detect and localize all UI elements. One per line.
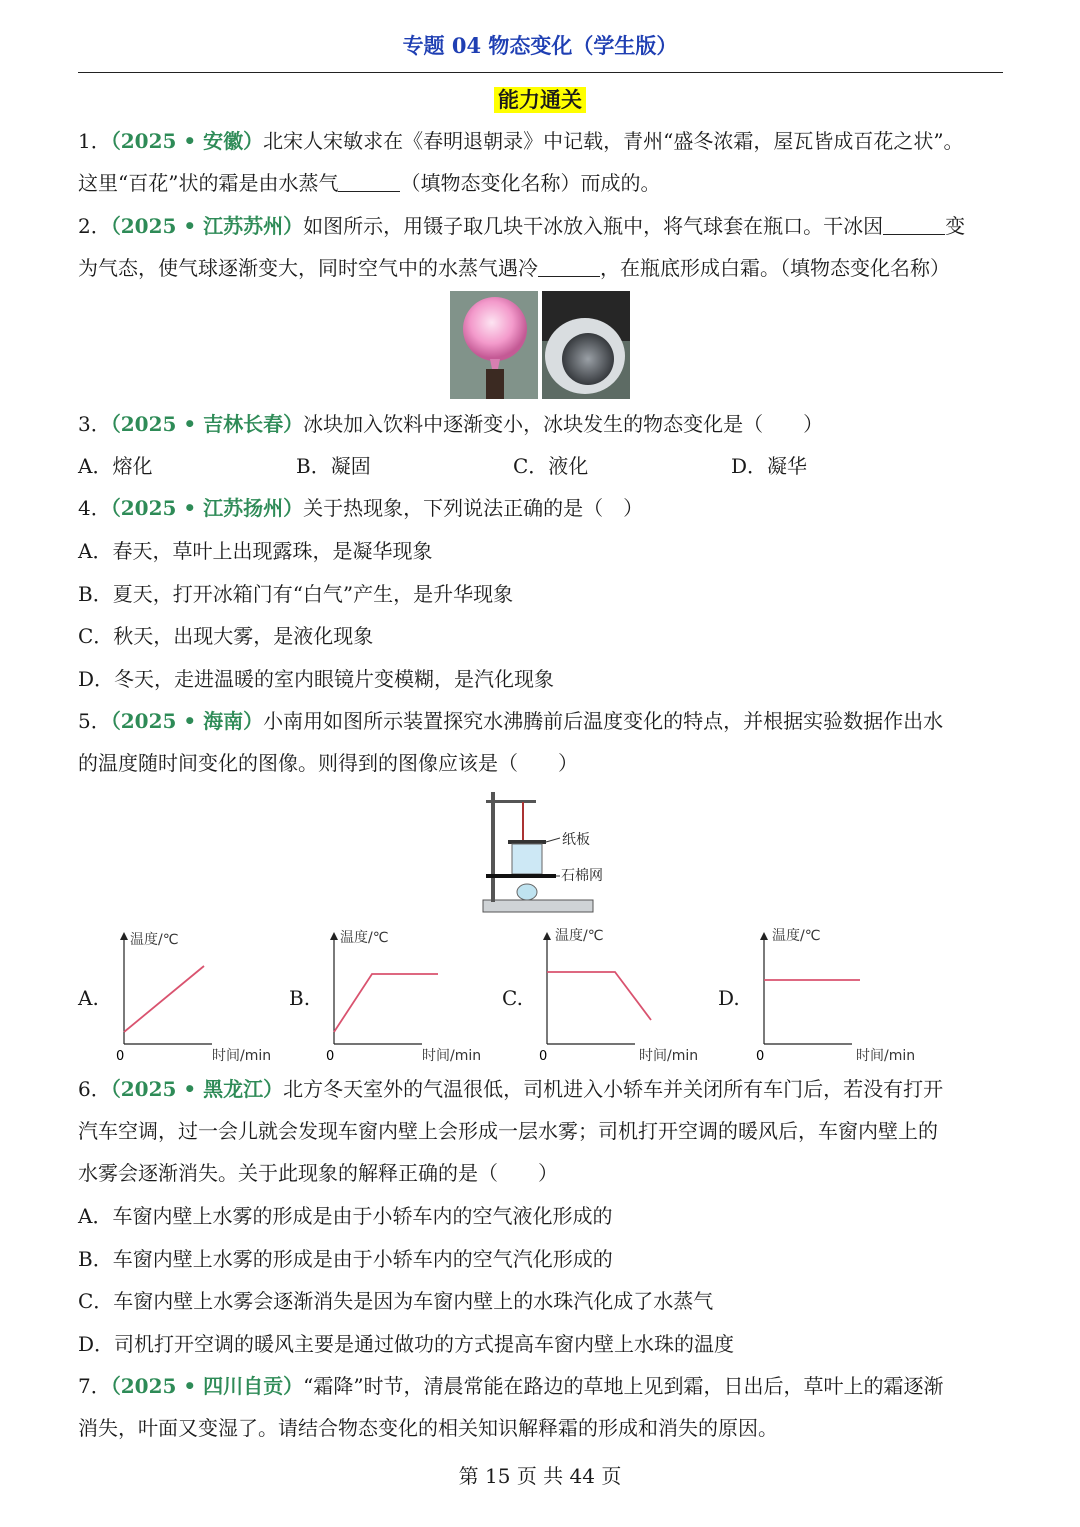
q6-line3: 水雾会逐渐消失。关于此现象的解释正确的是（ ） <box>78 1161 558 1185</box>
q4-option-d[interactable]: D．冬天，走进温暖的室内眼镜片变模糊，是汽化现象 <box>78 667 555 691</box>
q4-stem <box>78 494 1008 522</box>
header-rule <box>78 72 1003 73</box>
q6-line2: 汽车空调，过一会儿就会发现车窗内壁上会形成一层水雾；司机打开空调的暖风后，车窗内壁上的 <box>78 1119 938 1143</box>
q2-text1b: 变 <box>945 214 966 238</box>
q1-blank[interactable] <box>338 171 400 192</box>
q3-stem <box>78 410 1008 438</box>
label-paper: 纸板 <box>562 832 590 848</box>
label-gauze: 石棉网 <box>561 868 603 884</box>
q6-option-a[interactable]: A．车窗内壁上水雾的形成是由于小轿车内的空气液化形成的 <box>78 1204 613 1228</box>
svg-text:0: 0 <box>116 1049 125 1064</box>
q5-line2: 的温度随时间变化的图像。则得到的图像应该是（ ） <box>78 751 578 775</box>
q2-number: 2． <box>78 214 111 238</box>
page-header: 专题 04 物态变化（学生版） <box>402 33 678 58</box>
svg-text:温度/℃: 温度/℃ <box>340 930 389 946</box>
q6-tag: （2025 • 黑龙江） <box>110 1077 284 1101</box>
graph-b[interactable] <box>322 928 492 1068</box>
q1-text2b: （填物态变化名称）而成的。 <box>400 171 661 195</box>
svg-text:时间/min: 时间/min <box>639 1048 699 1064</box>
q7-number: 7． <box>78 1374 111 1398</box>
q4-tag: （2025 • 江苏扬州） <box>110 496 304 520</box>
svg-text:时间/min: 时间/min <box>212 1048 272 1064</box>
q4-number: 4． <box>78 496 111 520</box>
graph-d[interactable] <box>752 928 922 1068</box>
graph-d-letter[interactable]: D. <box>718 986 740 1010</box>
svg-text:0: 0 <box>756 1049 765 1064</box>
graph-a[interactable] <box>112 928 282 1068</box>
svg-text:时间/min: 时间/min <box>422 1048 482 1064</box>
q7-text: “霜降”时节，清晨常能在路边的草地上见到霜，日出后，草叶上的霜逐渐 <box>303 1374 944 1398</box>
q3-text: 冰块加入饮料中逐渐变小，冰块发生的物态变化是（ ） <box>303 412 824 436</box>
page-footer: 第 15 页 共 44 页 <box>458 1464 622 1488</box>
q3-option-c[interactable]: C．液化 <box>513 454 589 478</box>
q2-tag: （2025 • 江苏苏州） <box>110 214 304 238</box>
svg-text:0: 0 <box>539 1049 548 1064</box>
q2-text2b: ，在瓶底形成白霜。（填物态变化名称） <box>600 256 950 280</box>
section-title <box>0 84 1080 114</box>
q5-number: 5． <box>78 709 111 733</box>
q1-line2 <box>78 169 1008 197</box>
q6-option-b[interactable]: B．车窗内壁上水雾的形成是由于小轿车内的空气汽化形成的 <box>78 1247 613 1271</box>
graph-c[interactable] <box>535 928 705 1068</box>
q7-line1 <box>78 1372 1008 1400</box>
q7-line2: 消失，叶面又变湿了。请结合物态变化的相关知识解释霜的形成和消失的原因。 <box>78 1416 778 1440</box>
q2-blank1[interactable] <box>883 214 945 235</box>
q6-text: 北方冬天室外的气温很低，司机进入小轿车并关闭所有车门后，若没有打开 <box>283 1077 944 1101</box>
graph-c-curve <box>547 972 651 1020</box>
svg-text:温度/℃: 温度/℃ <box>772 928 821 944</box>
q1-text2a: 这里“百花”状的霜是由水蒸气 <box>78 171 339 195</box>
section-title-text: 能力通关 <box>494 87 586 113</box>
q6-line1 <box>78 1075 1008 1103</box>
q5-line1 <box>78 707 1008 735</box>
q3-tag: （2025 • 吉林长春） <box>110 412 304 436</box>
q4-option-a[interactable]: A．春天，草叶上出现露珠，是凝华现象 <box>78 539 433 563</box>
q7-tag: （2025 • 四川自贡） <box>110 1374 304 1398</box>
svg-text:时间/min: 时间/min <box>856 1048 916 1064</box>
svg-text:温度/℃: 温度/℃ <box>555 928 604 944</box>
q3-option-a[interactable]: A．熔化 <box>78 454 153 478</box>
q4-option-b[interactable]: B．夏天，打开冰箱门有“白气”产生，是升华现象 <box>78 582 514 606</box>
graph-c-letter[interactable]: C. <box>502 986 523 1010</box>
q5-text: 小南用如图所示装置探究水沸腾前后温度变化的特点，并根据实验数据作出水 <box>263 709 944 733</box>
svg-text:0: 0 <box>326 1049 335 1064</box>
q1-text: 北宋人宋敏求在《春明退朝录》中记载，青州“盛冬浓霜，屋瓦皆成百花之状”。 <box>263 129 964 153</box>
q6-number: 6． <box>78 1077 111 1101</box>
q2-text1a: 如图所示，用镊子取几块干冰放入瓶中，将气球套在瓶口。干冰因 <box>303 214 884 238</box>
q2-line2 <box>78 254 1008 282</box>
q4-text: 关于热现象，下列说法正确的是（ ） <box>303 496 644 520</box>
q5-tag: （2025 • 海南） <box>110 709 264 733</box>
q3-number: 3． <box>78 412 111 436</box>
q6-option-d[interactable]: D．司机打开空调的暖风主要是通过做功的方式提高车窗内壁上水珠的温度 <box>78 1332 735 1356</box>
q1-line1 <box>78 127 1008 155</box>
graph-b-curve <box>334 974 438 1032</box>
q2-line1 <box>78 212 1008 240</box>
q3-option-b[interactable]: B．凝固 <box>296 454 371 478</box>
graph-a-letter[interactable]: A. <box>78 986 99 1010</box>
q1-tag: （2025 • 安徽） <box>110 129 264 153</box>
graph-a-curve <box>124 966 204 1032</box>
bottle-shape <box>486 369 504 399</box>
q2-photos <box>450 291 630 399</box>
svg-text:温度/℃: 温度/℃ <box>130 932 179 948</box>
q2-blank2[interactable] <box>538 256 600 277</box>
q1-number: 1． <box>78 129 111 153</box>
q6-option-c[interactable]: C．车窗内壁上水雾会逐渐消失是因为车窗内壁上的水珠汽化成了水蒸气 <box>78 1289 714 1313</box>
graph-b-letter[interactable]: B. <box>289 986 311 1010</box>
q2-text2a: 为气态，使气球逐渐变大，同时空气中的水蒸气遇冷 <box>78 256 538 280</box>
frost-bottle-bottom <box>562 333 614 385</box>
q4-option-c[interactable]: C．秋天，出现大雾，是液化现象 <box>78 624 374 648</box>
q5-apparatus <box>448 788 638 923</box>
balloon-shape <box>463 297 527 361</box>
q3-option-d[interactable]: D．凝华 <box>731 454 808 478</box>
